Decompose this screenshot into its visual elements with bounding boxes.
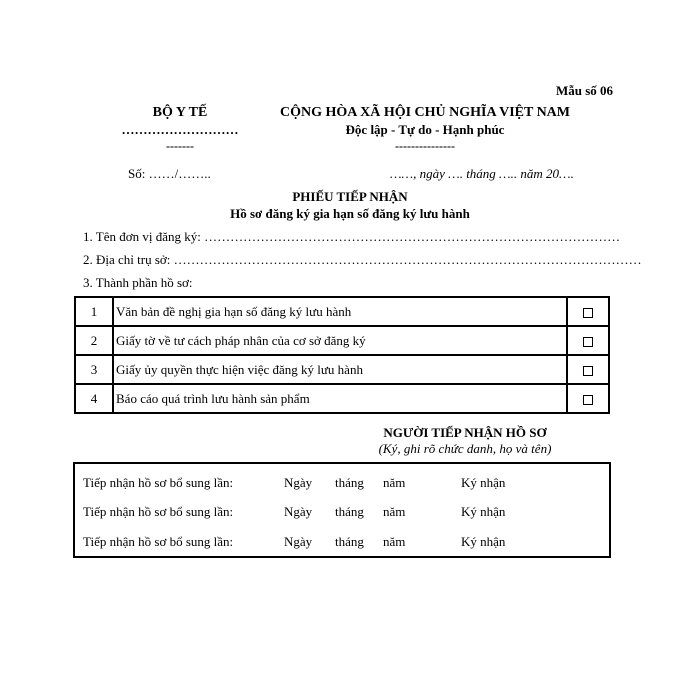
supplement-year: năm <box>383 534 406 549</box>
supplement-box <box>73 462 611 558</box>
supplement-sign: Ký nhận <box>461 475 506 490</box>
supplement-row <box>75 504 609 524</box>
nation-header <box>255 104 595 154</box>
doc-text-cell: Giấy tờ về tư cách pháp nhân của cơ sở đăng ký <box>113 326 567 355</box>
supplement-day: Ngày <box>284 475 313 490</box>
document-date: ……, ngày …. tháng ….. năm 20…. <box>390 166 574 181</box>
checkbox-icon[interactable] <box>583 337 593 347</box>
supplement-day: Ngày <box>284 534 313 549</box>
supplement-month: tháng <box>335 504 364 519</box>
table-row <box>75 355 609 384</box>
table-row <box>75 326 609 355</box>
documents-table <box>74 296 610 414</box>
doc-checkbox-cell[interactable] <box>567 326 609 355</box>
form-code: Mẫu số 06 <box>556 83 614 98</box>
doc-number-cell: 1 <box>75 297 113 326</box>
table-row <box>75 297 609 326</box>
field-address: 2. Địa chỉ trụ sở: ……………………………………………………………………………………………… <box>83 252 642 267</box>
supplement-month: tháng <box>335 534 364 549</box>
supplement-label: Tiếp nhận hồ sơ bổ sung lần: <box>83 475 234 490</box>
supplement-month: tháng <box>335 475 364 490</box>
checkbox-icon[interactable] <box>583 395 593 405</box>
form-title-sub: Hồ sơ đăng ký gia hạn số đăng ký lưu hành <box>230 206 470 221</box>
ministry-divider: ------- <box>166 139 194 153</box>
doc-text-cell: Văn bản đề nghị gia hạn số đăng ký lưu hành <box>113 297 567 326</box>
doc-checkbox-cell[interactable] <box>567 355 609 384</box>
receiver-block <box>360 425 570 457</box>
supplement-sign: Ký nhận <box>461 534 506 549</box>
supplement-year: năm <box>383 475 406 490</box>
ministry-header <box>95 104 265 154</box>
supplement-label: Tiếp nhận hồ sơ bổ sung lần: <box>83 504 234 519</box>
supplement-day: Ngày <box>284 504 313 519</box>
supplement-year: năm <box>383 504 406 519</box>
receiver-note: (Ký, ghi rõ chức danh, họ và tên) <box>378 441 552 456</box>
doc-number-cell: 2 <box>75 326 113 355</box>
doc-checkbox-cell[interactable] <box>567 297 609 326</box>
doc-text-cell: Giấy ủy quyền thực hiện việc đăng ký lưu hành <box>113 355 567 384</box>
receiver-title: NGƯỜI TIẾP NHẬN HỒ SƠ <box>383 425 547 440</box>
checkbox-icon[interactable] <box>583 308 593 318</box>
form-title-main: PHIẾU TIẾP NHẬN <box>292 189 408 204</box>
doc-number-cell: 4 <box>75 384 113 413</box>
field-unit-name: 1. Tên đơn vị đăng ký: …………………………………………………………………………………… <box>83 229 621 244</box>
table-row <box>75 384 609 413</box>
supplement-row <box>75 475 609 495</box>
ministry-dots: ……………………… <box>121 122 239 137</box>
nation-divider: --------------- <box>395 139 455 153</box>
field-components: 3. Thành phần hồ sơ: <box>83 275 193 290</box>
doc-text-cell: Báo cáo quá trình lưu hành sản phẩm <box>113 384 567 413</box>
nation-name: CỘNG HÒA XÃ HỘI CHỦ NGHĨA VIỆT NAM <box>279 105 570 120</box>
doc-number-cell: 3 <box>75 355 113 384</box>
supplement-sign: Ký nhận <box>461 504 506 519</box>
checkbox-icon[interactable] <box>583 366 593 376</box>
supplement-label: Tiếp nhận hồ sơ bổ sung lần: <box>83 534 234 549</box>
form-title <box>150 188 550 222</box>
ministry-name: BỘ Y TẾ <box>152 105 208 120</box>
nation-motto: Độc lập - Tự do - Hạnh phúc <box>345 122 505 137</box>
document-number: Số: ……/…….. <box>128 166 211 181</box>
doc-checkbox-cell[interactable] <box>567 384 609 413</box>
supplement-row <box>75 534 609 554</box>
